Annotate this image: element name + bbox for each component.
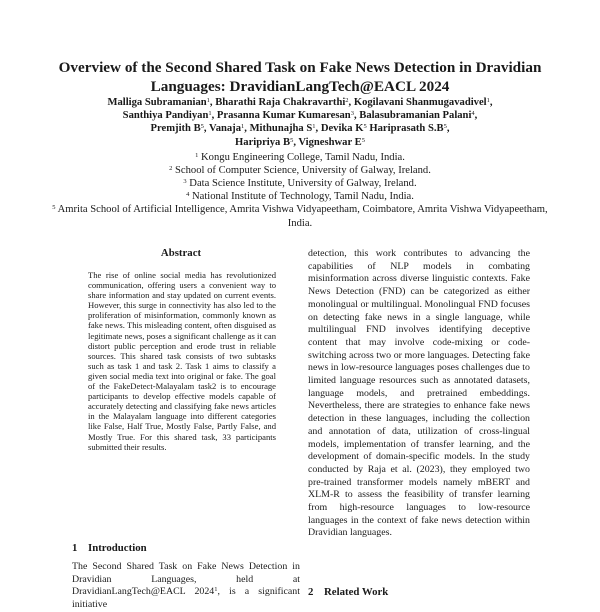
related-work-heading: 2 Related Work [308, 586, 389, 598]
author: Vanaja$^1$, [209, 123, 250, 135]
paper-title: Overview of the Second Shared Task on Fake News Detection in Dravidian Languages: DravidianLangTech@EACL 2024 [58, 59, 542, 95]
author-name: Haripriya B [235, 136, 291, 148]
right-column-text: detection, this work contributes to advancing the capabilities of NLP models in combating misinformation across diverse linguistic contexts. Fake News Detection (FND) can be categorized as either monolingual or multilingual. Monolingual FND focuses on detecting fake news in a single language, while multilingual FND involves identifying deceptive content that may involve code-mixing or code-switching across two or more languages. Detecting fake news in low-resource languages poses challenges due to limited language resources such as annotated datasets, language models, and pretrained embeddings. Nevertheless, there are strategies to enhance fake news detection in these languages, including the collection and annotation of data, utilization of cross-lingual models, implementation of transfer learning, and the development of domain-specific models. In the study conducted by Raja et al. (2023), they employed two pre-trained transformer models namely mBERT and XLM-R to assess the feasibility of transfer learning from high-resource languages to low-resource languages in the context of fake news detection within Dravidian languages. [308, 248, 530, 539]
author-name: Prasanna Kumar Kumaresan [216, 110, 351, 122]
abstract-text: The rise of online social media has revolutionized communication, offering users a convenient way to share information and stay updated on current events. However, this surge in connectivity has also led to the proliferation of misinformation, commonly known as fake news. This misleading content, often disguised as legitimate news, poses a significant challenge as it can distort public perception and erode trust in reliable sources. This shared task consists of two subtasks such as task 1 and task 2. Task 1 aims to classify a given social media text into original or fake. The goal of the FakeDetect-Malayalam task2 is to encourage participants to develop effective models capable of accurately detecting and classifying fake news articles in the Malayalam language into different categories like False, Half True, Mostly False, Partly False, and Mostly True. For this shared task, 33 participants submitted their results. [88, 270, 276, 452]
author-affiliation-marker: 2 [345, 97, 349, 104]
author-affiliation-marker: 5 [363, 123, 367, 131]
author: Haripriya $B^5$, [235, 136, 299, 148]
author-affiliation-marker: 1 [208, 110, 212, 118]
author-affiliation-marker: 1 [241, 123, 245, 131]
abstract-heading: Abstract [160, 247, 202, 259]
author: Malliga Subramanian$^1$, [107, 97, 216, 108]
author-affiliation-marker: 5 [200, 123, 204, 131]
author: Hariprasath $S.B^5$, [369, 123, 450, 135]
author: Prasanna Kumar Kumaresan$^3$, [216, 110, 360, 122]
author: Santhiya Pandiyan$^1$, [122, 110, 217, 122]
author-name: Hariprasath S.B [369, 123, 444, 135]
author-affiliation-marker: 1 [486, 97, 490, 104]
author-name: Kogilavani Shanmugavadivel [353, 97, 487, 108]
author: Premjith $B^5$, [150, 123, 210, 135]
affiliation: $^5$ Amrita School of Artificial Intelligence, Amrita Vishwa Vidyapeetham, Coimbatore, Amrita Vishwa Vidyapeetham, India. [52, 204, 548, 229]
author [321, 123, 370, 134]
author: Balasubramanian Palani$^4$, [359, 110, 478, 122]
author: Kogilavani Shanmugavadivel$^1$, [353, 97, 493, 108]
author-name: Mithunajha S [249, 123, 313, 135]
author: Bharathi Raja Chakravarthi$^2$, [215, 97, 354, 108]
author-affiliation-marker: 1 [206, 97, 210, 104]
author-list [40, 96, 560, 149]
author-affiliation-marker: 5 [290, 136, 294, 144]
author: Mithunajha $S^1$, [249, 123, 321, 135]
author-name: Santhiya Pandiyan [122, 110, 209, 122]
author-name: Malliga Subramanian [107, 97, 207, 108]
author-name: Vigneshwar E [298, 136, 362, 148]
author-affiliation-marker: 4 [471, 110, 475, 118]
footnote-marker: 1 [214, 586, 218, 594]
author-name: Bharathi Raja Chakravarthi [215, 97, 346, 108]
introduction-heading: 1 Introduction [72, 542, 147, 554]
affiliation: $^2$ School of Computer Science, University of Galway, Ireland. [169, 164, 431, 176]
author-affiliation-marker: 5 [443, 123, 447, 131]
affiliation: $^4$ National Institute of Technology, Tamil Nadu, India. [186, 191, 414, 203]
author-affiliation-marker: 1 [312, 123, 316, 131]
author-affiliation-marker: 5 [361, 136, 365, 144]
affiliation-list [40, 151, 560, 230]
author-name: Balasubramanian Palani [359, 110, 472, 122]
author-affiliation-marker: 3 [350, 110, 354, 118]
affiliation: $^1$ Kongu Engineering College, Tamil Nadu, India. [195, 151, 405, 163]
author-name: Premjith B [150, 123, 201, 135]
author [298, 137, 365, 148]
author-name: Vanaja [209, 123, 242, 135]
affiliation: $^3$ Data Science Institute, University of Galway, Ireland. [183, 178, 417, 189]
author-name: Devika K [320, 123, 364, 135]
introduction-text: The Second Shared Task on Fake News Detection in Dravidian Languages, held at DravidianLangTech@EACL 2024$^1$, is a significant initiative [72, 561, 300, 611]
